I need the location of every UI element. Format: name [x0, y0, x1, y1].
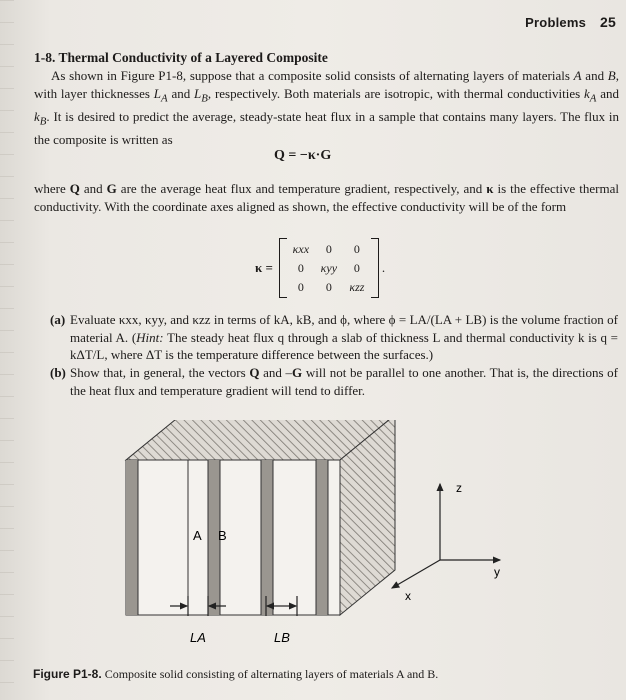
section-title: Problems: [525, 15, 587, 30]
flux-equation: Q = −κ·G: [274, 148, 332, 163]
layer-b: [261, 460, 273, 615]
page-binding-edge: [0, 0, 14, 700]
problem-paragraph-1: As shown in Figure P1-8, suppose that a composite solid consists of alternating layers of materials A and B, with layer thicknesses $L_A$ and $L_B$, respectively. Both materials are isotropic, with thermal conductivities $k_A$ and $k_B$. It is desired to predict the average, steady-state heat flux in a sample that contains many layers. The flux in the composite is written as: [34, 68, 619, 147]
part-a-label: (a): [50, 312, 66, 327]
axis-label-z: z: [456, 481, 462, 495]
composite-figure: [90, 420, 550, 660]
left-bracket: [279, 238, 287, 298]
axis-label-x: x: [405, 589, 411, 603]
matrix-cell: κxx: [292, 241, 310, 256]
matrix-grid: [287, 240, 371, 297]
matrix-period: .: [381, 260, 386, 275]
layer-b: [126, 460, 138, 615]
problem-title-text: Thermal Conductivity of a Layered Composite: [58, 50, 328, 65]
matrix-lhs: κ =: [255, 260, 273, 275]
matrix-cell: κzz: [349, 279, 365, 294]
axis-x: [392, 560, 440, 588]
matrix-cell: 0: [353, 260, 360, 275]
layer-label-a: A: [193, 528, 202, 543]
page-header: [525, 14, 616, 30]
matrix-cell: κyy: [320, 260, 338, 275]
problem-paragraph-2: where Q and G are the average heat flux and temperature gradient, respectively, and κ is the effective thermal conductivity. With the coordinate axes aligned as shown, the effective conductivity will be of the form: [34, 181, 619, 214]
matrix-cell: 0: [325, 241, 332, 256]
matrix-cell: 0: [297, 279, 304, 294]
thickness-la: LA: [190, 630, 206, 645]
axis-label-y: y: [494, 565, 500, 579]
layer-label-b: B: [218, 528, 227, 543]
block-front-face: [126, 460, 340, 615]
part-b: (b) Show that, in general, the vectors Q and –G will not be parallel to one another. That is, the directions of the heat flux and temperature gradient will tend to differ.: [50, 365, 618, 398]
layer-b: [316, 460, 328, 615]
matrix-cell: 0: [325, 279, 332, 294]
matrix-cell: 0: [297, 260, 304, 275]
part-b-label: (b): [50, 365, 66, 380]
figure-label: Figure P1-8.: [33, 667, 102, 681]
problem-title: [34, 50, 328, 66]
caption-text: Composite solid consisting of alternating layers of materials A and B.: [104, 667, 439, 681]
part-a: (a) Evaluate κxx, κyy, and κzz in terms of kA, kB, and ϕ, where ϕ = LA/(LA + LB) is the volume fraction of material A. (Hint: The steady heat flux q through a slab of thickness L and thermal conductivity k is q = kΔT/L, where ΔT is the temperature difference between the surfaces.): [50, 312, 618, 363]
figure-caption: [33, 667, 438, 682]
conductivity-matrix: [255, 238, 385, 298]
page-number: 25: [600, 14, 616, 30]
matrix-cell: 0: [353, 241, 360, 256]
problem-number: 1-8.: [34, 50, 56, 65]
thickness-lb: LB: [274, 630, 290, 645]
right-bracket: [371, 238, 379, 298]
